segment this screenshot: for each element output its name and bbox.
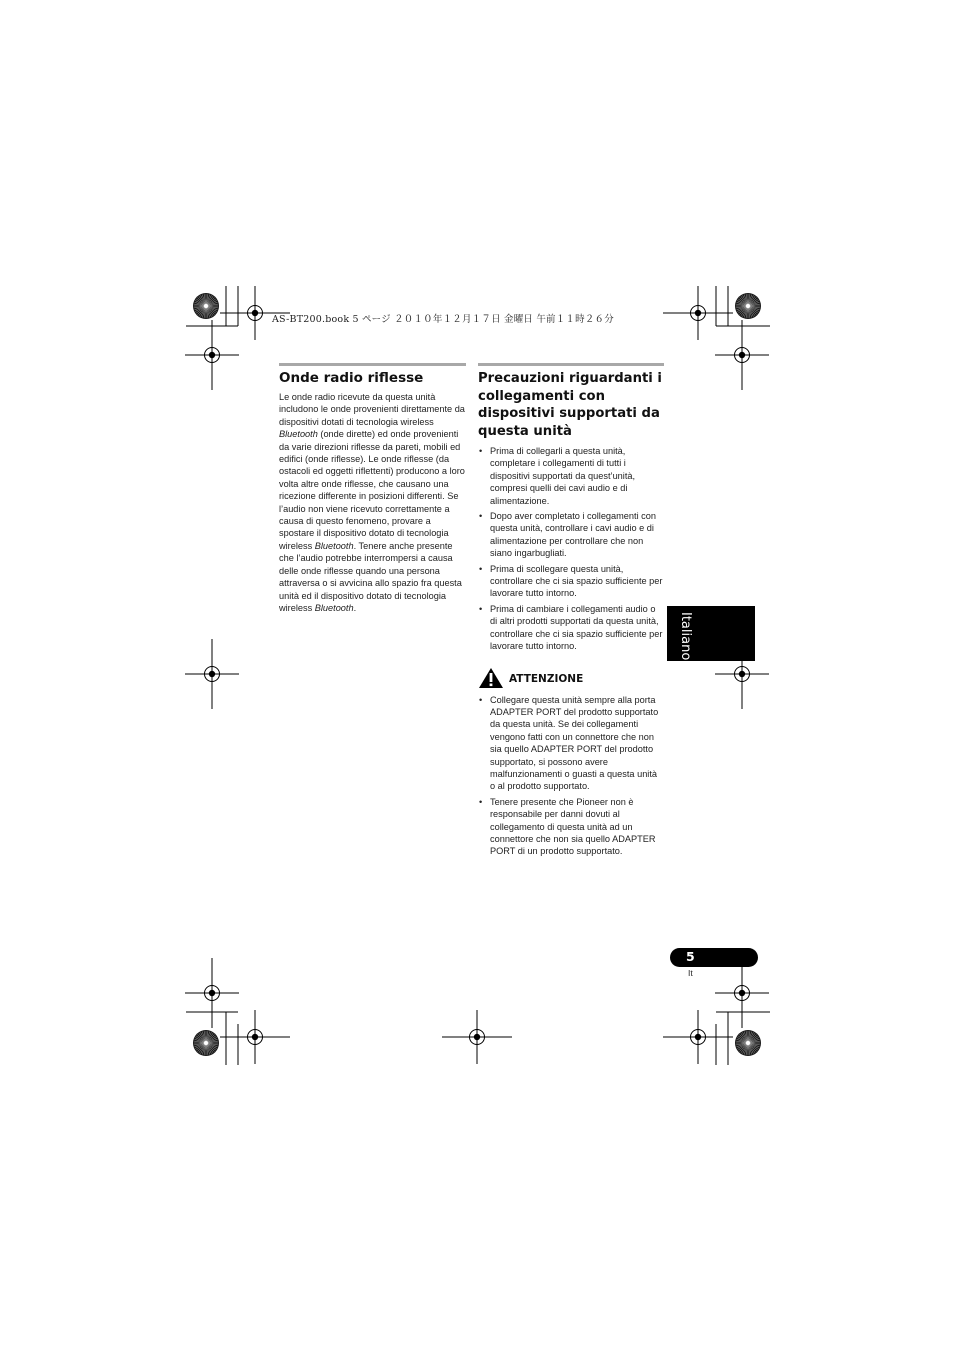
registration-dot [739, 352, 745, 358]
list-item: • Prima di collegarli a questa unità, completare i collegamenti di tutti i dispositivi supportati da quest’unità, compresi quelli dei cavi audio e di alimentazione. [478, 445, 664, 507]
body-run: . Tenere anche presente che l’audio potrebbe interrompersi a causa delle onde riflesse quando una persona attraversa o si avvicina allo spazio fra questa unità ed il dispositivo dotato di tecnologia wireless [279, 540, 462, 613]
body-run: . [353, 602, 357, 613]
language-tab-label: Italiano [678, 612, 693, 661]
registration-dot [695, 1034, 701, 1040]
page-language-code: It [688, 968, 693, 978]
color-target-center [746, 304, 750, 308]
section-connection-precautions [478, 363, 664, 861]
list-item: • Prima di scollegare questa unità, controllare che ci sia spazio sufficiente per lavorare tutto intorno. [478, 563, 664, 600]
warning-triangle-icon [478, 667, 504, 689]
registration-dot [695, 310, 701, 316]
precaution-list [478, 445, 664, 653]
list-item: • Dopo aver completato i collegamenti con questa unità, controllare i cavi audio e di alimentazione per controllare che non siano ingarbugliati. [478, 510, 664, 560]
section-body [279, 391, 466, 614]
italic-term: Bluetooth [314, 540, 354, 551]
list-item: • Collegare questa unità sempre alla porta ADAPTER PORT del prodotto supportato da questa unità. Se dei collegamenti vengono fatti con un connettore che non sia quello ADAPTER PORT del prodotto supportato, si possono avere malfunzionamenti o guasti a questa unità o al prodotto supportato. [478, 694, 664, 793]
section-rule [279, 363, 466, 366]
page-number-badge [670, 948, 758, 967]
registration-dot [474, 1034, 480, 1040]
italic-term: Bluetooth [279, 429, 318, 440]
registration-dot [209, 671, 215, 677]
list-item: • Prima di cambiare i collegamenti audio o di altri prodotti supportati da questa unità, controllare che ci sia spazio sufficiente per lavorare tutto intorno. [478, 603, 664, 653]
italic-term: Bluetooth [314, 602, 354, 613]
list-item: • Tenere presente che Pioneer non è responsabile per danni dovuti al collegamento di questa unità ad un connettore che non sia quello ADAPTER PORT di un prodotto supportato. [478, 796, 664, 858]
registration-dot [209, 352, 215, 358]
registration-dot [739, 671, 745, 677]
caution-label: ATTENZIONE [509, 672, 584, 685]
section-rule [478, 363, 664, 366]
color-target-center [746, 1041, 750, 1045]
section-title: Onde radio riflesse [279, 370, 424, 386]
body-run: Le onde radio ricevute da questa unità includono le onde provenienti direttamente da dispositivi dotati di tecnologia wireless [279, 392, 465, 427]
registration-dot [739, 990, 745, 996]
language-side-tab [667, 606, 755, 661]
registration-dot [209, 990, 215, 996]
section-reflected-waves [279, 363, 466, 614]
color-target-center [204, 304, 208, 308]
registration-dot [252, 310, 258, 316]
registration-dot [252, 1034, 258, 1040]
caution-list [478, 694, 664, 858]
file-info-header: AS-BT200.book 5 ページ ２０１０年１２月１７日 金曜日 午前１１時２６分 [272, 314, 614, 325]
body-run: (onde dirette) ed onde provenienti da varie direzioni riflesse da pareti, mobili ed edifici (onde riflesse). Le onde riflesse (da ostacoli ed oggetti riflettenti) producono a loro volta altre onde riflesse, che causano una ricezione differente in posizioni differenti. Se l’audio non viene ricevuto correttamente a causa di questo fenomeno, provare a spostare il dispositivo dotato di tecnologia wireless [279, 429, 465, 551]
caution-heading [478, 667, 664, 689]
page-number: 5 [686, 949, 695, 964]
section-title: Precauzioni riguardanti i collegamenti con dispositivi supportati da questa unità [478, 371, 662, 439]
color-target-center [204, 1041, 208, 1045]
